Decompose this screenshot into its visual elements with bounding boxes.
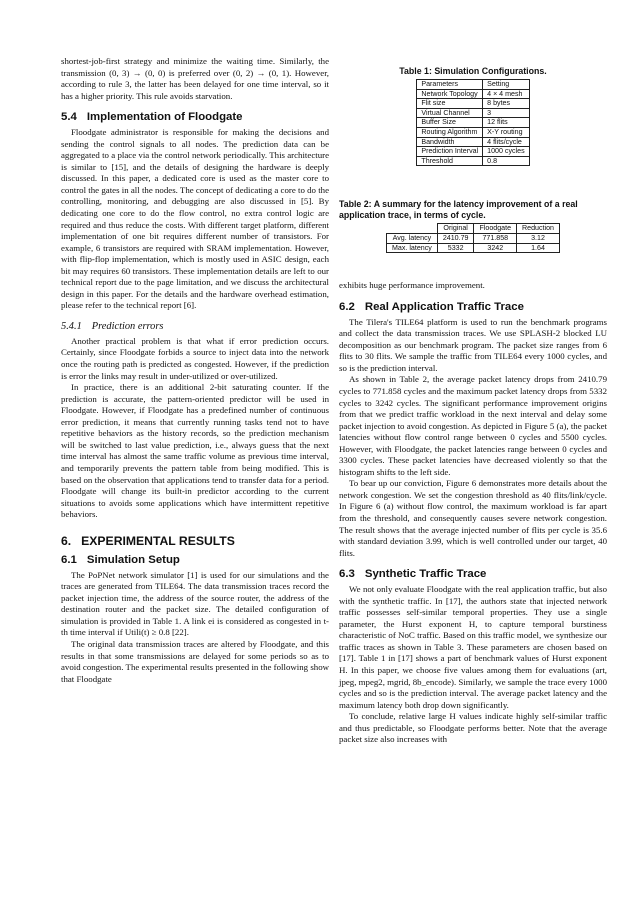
- table-2-header-cell: [387, 224, 438, 234]
- section-number: 6.2: [339, 300, 355, 313]
- section-5-4-heading: [61, 110, 329, 124]
- table-cell: 2410.79: [437, 233, 474, 243]
- table-row: [387, 233, 560, 243]
- table-row: [417, 156, 529, 166]
- section-5-4-1-paragraph-1: Another practical problem is that what if error prediction occurs. Certainly, since Floodgate forbids a source to inject data into the network once the routing path is predicted as congested. However, if the prediction is error the links may result in under-utilized or over-utilized.: [61, 335, 329, 381]
- section-6-1-paragraph-1: The PoPNet network simulator [1] is used for our simulations and the traces are generated from TILE64. The data transmission traces record the packet injection time, the address of the source router, the address of the destination router and the packet size. The detailed configuration of simulation is provided in Table 1. A link ei is considered as congested in t-th time interval if Utili(t) ≥ 0.8 [22].: [61, 569, 329, 638]
- right-column: [339, 66, 607, 746]
- table-cell: Virtual Channel: [417, 108, 483, 118]
- section-6-2-paragraph-1: The Tilera's TILE64 platform is used to run the benchmark programs and collect the data transmission traces. We use SPLASH-2 blocked LU decomposition as our benchmark program. The packet size ranges from 6 flits to 30 flits. We sample the traffic from TILE64 every 1000 cycles, and so is the prediction interval.: [339, 316, 607, 373]
- section-6-2-paragraph-3: To bear up our conviction, Figure 6 demonstrates more details about the network congestion. We set the congestion threshold as 40 flits/link/cycle. In Figure 6 (a) without flow control, the maximum workload is far apart from the threshold, and consequently causes severe network congestion. The result shows that the average injected number of flits per cycle is 35.6 with standard deviation 3.99, which is well controlled under our target, 40 flits.: [339, 478, 607, 558]
- table-cell: 3.12: [517, 233, 560, 243]
- section-6-3-paragraph-2: To conclude, relative large H values indicate highly self-similar traffic and thus predictable, so Floodgate performs better. Note that the average packet size also increases with: [339, 711, 607, 745]
- table-cell: 4 flits/cycle: [483, 137, 529, 147]
- table-1-header-cell: Setting: [483, 80, 529, 90]
- table-row: [417, 89, 529, 99]
- table-cell: 771.858: [474, 233, 517, 243]
- table-cell: X-Y routing: [483, 127, 529, 137]
- table-cell: 0.8: [483, 156, 529, 166]
- table-cell: Flit size: [417, 99, 483, 109]
- table-1: [416, 79, 529, 166]
- section-6-2-heading: [339, 300, 607, 314]
- table-2-caption: Table 2: A summary for the latency improvement of a real application trace, in terms of cycle.: [339, 199, 578, 221]
- section-6-3-heading: [339, 567, 607, 581]
- left-column: [61, 56, 329, 685]
- section-5-4-1-heading: [61, 320, 329, 333]
- continued-paragraph: exhibits huge performance improvement.: [339, 280, 485, 291]
- table-1-header-row: [417, 80, 529, 90]
- section-title: Simulation Setup: [86, 553, 180, 566]
- table-1-header-cell: Parameters: [417, 80, 483, 90]
- table-cell: Avg. latency: [387, 233, 438, 243]
- section-6-1-heading: [61, 553, 329, 567]
- section-6-2-paragraph-2: As shown in Table 2, the average packet latency drops from 2410.79 cycles to 771.858 cycles and the maximum packet latency drops from 5332 cycles to 3242 cycles. The significant performance improvement origins from that we predict traffic workload in the next interval and delay some packet injection to avoid congestion. As depicted in Figure 5 (a), the packet latencies without flow control range between 0 cycles and 5500 cycles. However, with Floodgate, the packet latencies range between 0 cycles and 3300 cycles. These packet latencies have decreased violently so that the histogram shifts to the left side.: [339, 374, 607, 477]
- table-cell: Routing Algorithm: [417, 127, 483, 137]
- table-cell: 5332: [437, 243, 474, 253]
- table-cell: 1.64: [517, 243, 560, 253]
- table-cell: Threshold: [417, 156, 483, 166]
- table-row: [387, 243, 560, 253]
- table-2-header-cell: Floodgate: [474, 224, 517, 234]
- table-cell: 4 × 4 mesh: [483, 89, 529, 99]
- table-cell: Bandwidth: [417, 137, 483, 147]
- table-2: [386, 223, 560, 253]
- section-title: Synthetic Traffic Trace: [364, 568, 487, 581]
- table-cell: Buffer Size: [417, 118, 483, 128]
- table-cell: 3: [483, 108, 529, 118]
- section-number: 5.4.1: [61, 320, 82, 332]
- section-title: EXPERIMENTAL RESULTS: [81, 533, 235, 548]
- table-row: [417, 127, 529, 137]
- section-number: 5.4: [61, 111, 77, 124]
- section-5-4-1-paragraph-2: In practice, there is an additional 2-bit saturating counter. If the prediction is accurate, the pattern-oriented predictor will be used in Floodgate. However, if Floodgate has a predefined number of continuous error prediction, it means that currently running tasks tend not to have repetitive behaviors as the history records, so the prediction mechanism will be switched to last value prediction, i.e., always guess that the next time interval has almost the same traffic volume as previous time interval, and temporarily prevents the pattern table from being modified. This is based on the observation that applications tend to transfer data for a period. Floodgate will change its built-in predictor according to the current situations to avoids some applications which have intermittent repetitive behaviors.: [61, 382, 329, 520]
- section-6-heading: [61, 534, 329, 549]
- section-5-4-paragraph: Floodgate administrator is responsible for making the decisions and sending the control signals to all nodes. The prediction data can be aggregated to a place via the control network periodically. This architecture is similar to [15], and the details of designing the hardware is deeply discussed. In this paper, a dedicated core is used as the master core to control the gates in all the nodes. The concept of dedicating a core to do the controlling, monitoring, and debugging are also discussed in [5]. By dedicating one core to do the flow control, no extra control logic are required and thus reduce the costs. With different target platform, different implementation of one bit requires different number of transistors. For example, 6 transistors are required with SRAM implementation. However, with flip-flop implementation, which is mostly used in ASIC design, each bit may requires 60 transistors. These implementation details are left to our technical report due to the page limitation, and we discuss the architectural design in this paper. For the details and the hardware overhead estimation, please refer to the technical report [6].: [61, 127, 329, 311]
- table-cell: 3242: [474, 243, 517, 253]
- section-number: 6.: [61, 533, 72, 548]
- table-cell: 1000 cycles: [483, 147, 529, 157]
- section-title: Implementation of Floodgate: [86, 111, 243, 124]
- table-2-header-row: [387, 224, 560, 234]
- table-cell: Max. latency: [387, 243, 438, 253]
- table-cell: 12 flits: [483, 118, 529, 128]
- table-row: [417, 118, 529, 128]
- table-cell: Prediction Interval: [417, 147, 483, 157]
- table-row: [417, 108, 529, 118]
- intro-paragraph: shortest-job-first strategy and minimize the waiting time. Similarly, the transmission (0, 3) → (0, 0) is preferred over (0, 2) → (0, 1). However, according to rule 3, the latter has been delayed for one time interval, so it has a higher priority. This rule avoids starvation.: [61, 56, 329, 101]
- section-title: Real Application Traffic Trace: [364, 300, 524, 313]
- table-cell: 8 bytes: [483, 99, 529, 109]
- section-title: Prediction errors: [91, 320, 164, 332]
- section-number: 6.3: [339, 568, 355, 581]
- table-row: [417, 147, 529, 157]
- table-row: [417, 99, 529, 109]
- table-cell: Network Topology: [417, 89, 483, 99]
- table-2-header-cell: Original: [437, 224, 474, 234]
- section-6-3-paragraph-1: We not only evaluate Floodgate with the real application traffic, but also with the synthetic traffic. In [17], the authors state that injected network traffic possesses self-similar temporal properties. They use a single parameter, the Hurst exponent H, to capture temporal burstiness characteristic of NoC traffic. Based on this traffic model, we synthesize our traffic traces as shown in Table 3. These parameters are chosen based on [17]. Table 1 in [17] shows a part of benchmark values of Hurst exponent H. In this paper, we choose five values among them for evaluations (art, jpeg, mpeg2, mgrid, 8b_encode). Similarly, we sample the trace every 1000 cycles and so is the prediction interval. The average packet latency and the maximum latency both drop down significantly.: [339, 584, 607, 710]
- section-6-1-paragraph-2: The original data transmission traces are altered by Floodgate, and this results in that some transmissions are delayed for some periods so as to avoid congestion. The experimental results presented in the following show that Floodgate: [61, 638, 329, 684]
- table-row: [417, 137, 529, 147]
- section-number: 6.1: [61, 553, 77, 566]
- table-1-caption: Table 1: Simulation Configurations.: [399, 66, 547, 76]
- table-2-header-cell: Reduction: [517, 224, 560, 234]
